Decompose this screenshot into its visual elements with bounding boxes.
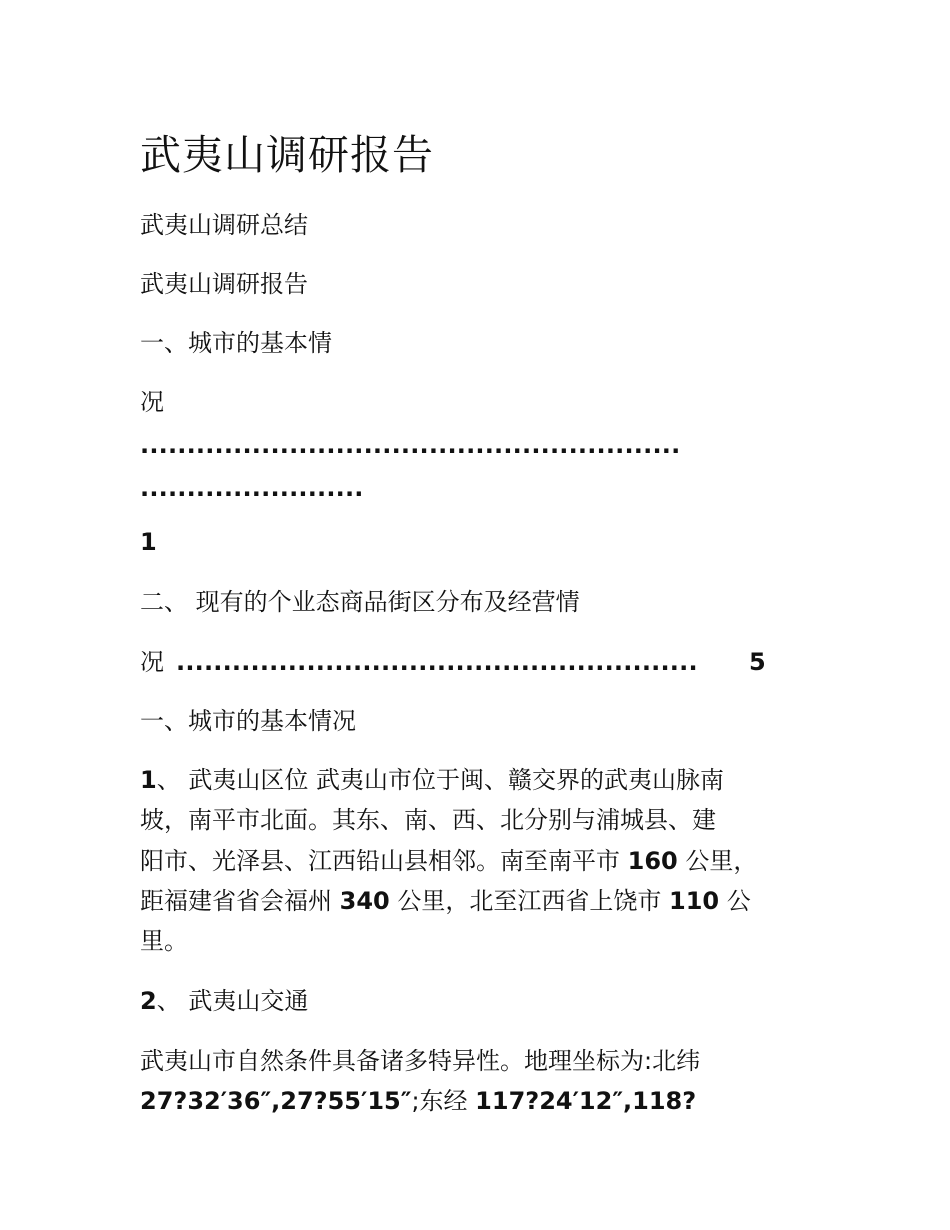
section1-2-coords-sep: ;东经	[411, 1087, 476, 1115]
subtitle-report: 武夷山调研报告	[140, 270, 308, 298]
document-title: 武夷山调研报告	[140, 131, 434, 179]
section1-2-para-line2	[140, 1086, 696, 1116]
section1-1-line1	[140, 765, 724, 795]
section1-1-line1-text: 武夷山区位 武夷山市位于闽、赣交界的武夷山脉南	[180, 766, 724, 794]
section1-2-heading-text: 武夷山交通	[180, 987, 309, 1015]
section1-1-line4	[140, 886, 751, 916]
toc-item1-dots-line2: ........................	[140, 474, 364, 502]
toc-item1-line1: 一、城市的基本情	[140, 329, 332, 357]
toc-item1-page: 1	[140, 528, 157, 556]
section1-2-heading	[140, 986, 308, 1016]
subtitle-summary: 武夷山调研总结	[140, 211, 308, 239]
toc-item2-line1: 二、 现有的个业态商品街区分布及经营情	[140, 588, 580, 616]
section1-1-line3-num: 160	[627, 847, 678, 875]
section1-1-line4-num2: 110	[669, 887, 720, 915]
section1-1-line2: 坡，南平市北面。其东、南、西、北分别与浦城县、建	[140, 806, 716, 834]
section1-1-line3-a: 阳市、光泽县、江西铅山县相邻。南至南平市	[140, 847, 628, 875]
section1-1-line3	[140, 846, 757, 876]
section1-2-number: 2	[140, 987, 157, 1015]
toc-item2-prefix: 况	[140, 648, 164, 676]
toc-item2-page: 5	[749, 648, 766, 676]
section1-2-coords-lat: 27?32′36″,27?55′15″	[140, 1087, 412, 1115]
section1-1-line3-b: 公里，	[677, 847, 758, 875]
section1-1-line4-b: 公里，北至江西省上饶市	[389, 887, 670, 915]
section1-1-sep: 、	[156, 766, 181, 794]
toc-item2-dots: ........................................................	[176, 648, 698, 676]
section1-2-coords-lon: 117?24′12″,118?	[475, 1087, 697, 1115]
toc-item2-line2	[140, 647, 830, 677]
toc-item1-dots-line1: ..........................................................	[140, 431, 681, 459]
section1-1-line4-num1: 340	[339, 887, 390, 915]
section1-heading: 一、城市的基本情况	[140, 707, 356, 735]
section1-2-para-line1: 武夷山市自然条件具备诸多特异性。地理坐标为:北纬	[140, 1047, 701, 1075]
toc-item1-line2: 况	[140, 388, 164, 416]
section1-1-number: 1	[140, 766, 157, 794]
section1-1-line4-c: 公	[719, 887, 751, 915]
section1-1-line5: 里。	[140, 927, 188, 955]
section1-1-line4-a: 距福建省省会福州	[140, 887, 340, 915]
section1-2-sep: 、	[156, 987, 181, 1015]
